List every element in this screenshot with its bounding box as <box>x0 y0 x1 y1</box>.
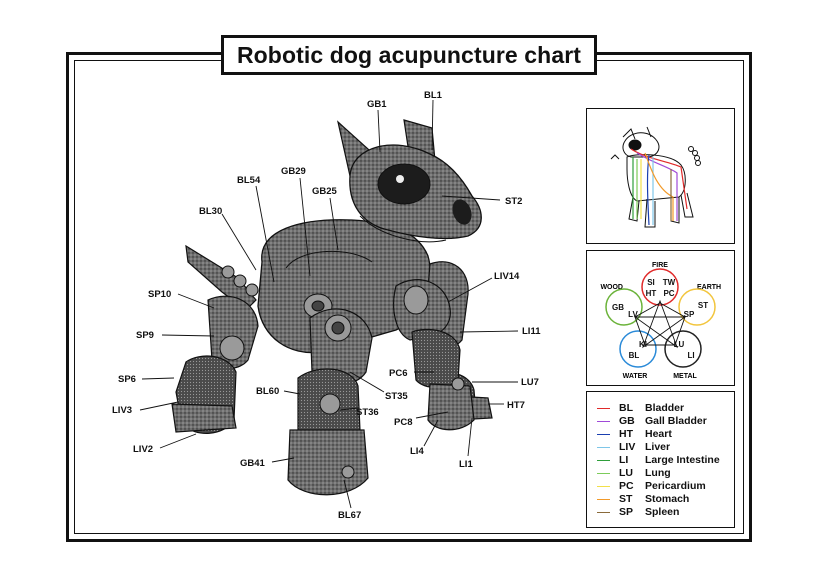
legend-item: LU Lung <box>597 467 671 479</box>
legend-swatch <box>597 434 610 435</box>
legend-item: BL Bladder <box>597 402 684 414</box>
organ-SI: SI <box>647 278 655 287</box>
dog-hind-leg-back <box>172 296 258 433</box>
organ-SP: SP <box>683 310 695 319</box>
legend-item: SP Spleen <box>597 506 679 518</box>
element-label-wood: WOOD <box>600 284 623 291</box>
point-label-LI4: LI4 <box>410 446 424 457</box>
legend-swatch <box>597 512 610 513</box>
point-label-LU7: LU7 <box>521 377 539 388</box>
legend-item: PC Pericardium <box>597 480 706 492</box>
organ-GB: GB <box>612 303 624 312</box>
point-label-BL60: BL60 <box>256 386 280 397</box>
fire-circle <box>642 269 678 305</box>
meridian-map-illustration <box>587 109 733 242</box>
metal-circle <box>665 331 701 367</box>
organ-ST: ST <box>697 301 709 310</box>
organ-TW: TW <box>662 278 676 287</box>
organ-LV: LV <box>628 310 638 319</box>
point-label-LI1: LI1 <box>459 459 473 470</box>
point-label-GB41: GB41 <box>240 458 265 469</box>
organ-LI: LI <box>687 351 695 360</box>
point-label-BL30: BL30 <box>199 206 223 217</box>
chart-title: Robotic dog acupuncture chart <box>236 41 582 68</box>
legend-item: HT Heart <box>597 428 672 440</box>
point-label-LI11: LI11 <box>522 326 541 337</box>
point-label-ST35: ST35 <box>385 391 408 402</box>
five-elements-diagram <box>587 251 733 384</box>
legend-swatch <box>597 421 610 422</box>
point-label-ST2: ST2 <box>505 196 523 207</box>
legend-item: LIV Liver <box>597 441 670 453</box>
element-label-water: WATER <box>622 373 648 380</box>
legend-item: ST Stomach <box>597 493 689 505</box>
point-label-LIV2: LIV2 <box>133 444 154 455</box>
legend-swatch <box>597 447 610 448</box>
point-label-SP9: SP9 <box>136 330 154 341</box>
point-label-BL1: BL1 <box>424 90 442 101</box>
water-circle <box>620 331 656 367</box>
organ-LU: LU <box>673 340 685 349</box>
legend-swatch <box>597 486 610 487</box>
point-label-LIV3: LIV3 <box>112 405 133 416</box>
organ-BL: BL <box>628 351 640 360</box>
meridian-legend <box>586 391 735 528</box>
organ-KI: KI <box>639 340 647 349</box>
point-label-GB25: GB25 <box>312 186 337 197</box>
point-label-GB29: GB29 <box>281 166 306 177</box>
five-elements-panel <box>586 250 735 386</box>
point-label-PC8: PC8 <box>394 417 413 428</box>
organ-HT: HT <box>645 289 657 298</box>
point-label-HT7: HT7 <box>507 400 525 411</box>
organ-PC: PC <box>663 289 675 298</box>
meridian-map-panel <box>586 108 735 244</box>
point-label-PC6: PC6 <box>389 368 408 379</box>
element-label-fire: FIRE <box>652 262 668 269</box>
point-label-BL54: BL54 <box>237 175 261 186</box>
legend-swatch <box>597 473 610 474</box>
point-label-SP6: SP6 <box>118 374 136 385</box>
point-label-GB1: GB1 <box>367 99 387 110</box>
legend-swatch <box>597 499 610 500</box>
element-label-metal: METAL <box>673 373 697 380</box>
point-label-ST36: ST36 <box>356 407 379 418</box>
legend-swatch <box>597 460 610 461</box>
point-label-LIV14: LIV14 <box>494 271 520 282</box>
point-label-BL67: BL67 <box>338 510 362 521</box>
legend-swatch <box>597 408 610 409</box>
element-label-earth: EARTH <box>697 284 722 291</box>
point-label-SP10: SP10 <box>148 289 172 300</box>
legend-item: GB Gall Bladder <box>597 415 707 427</box>
legend-item: LI Large Intestine <box>597 454 720 466</box>
